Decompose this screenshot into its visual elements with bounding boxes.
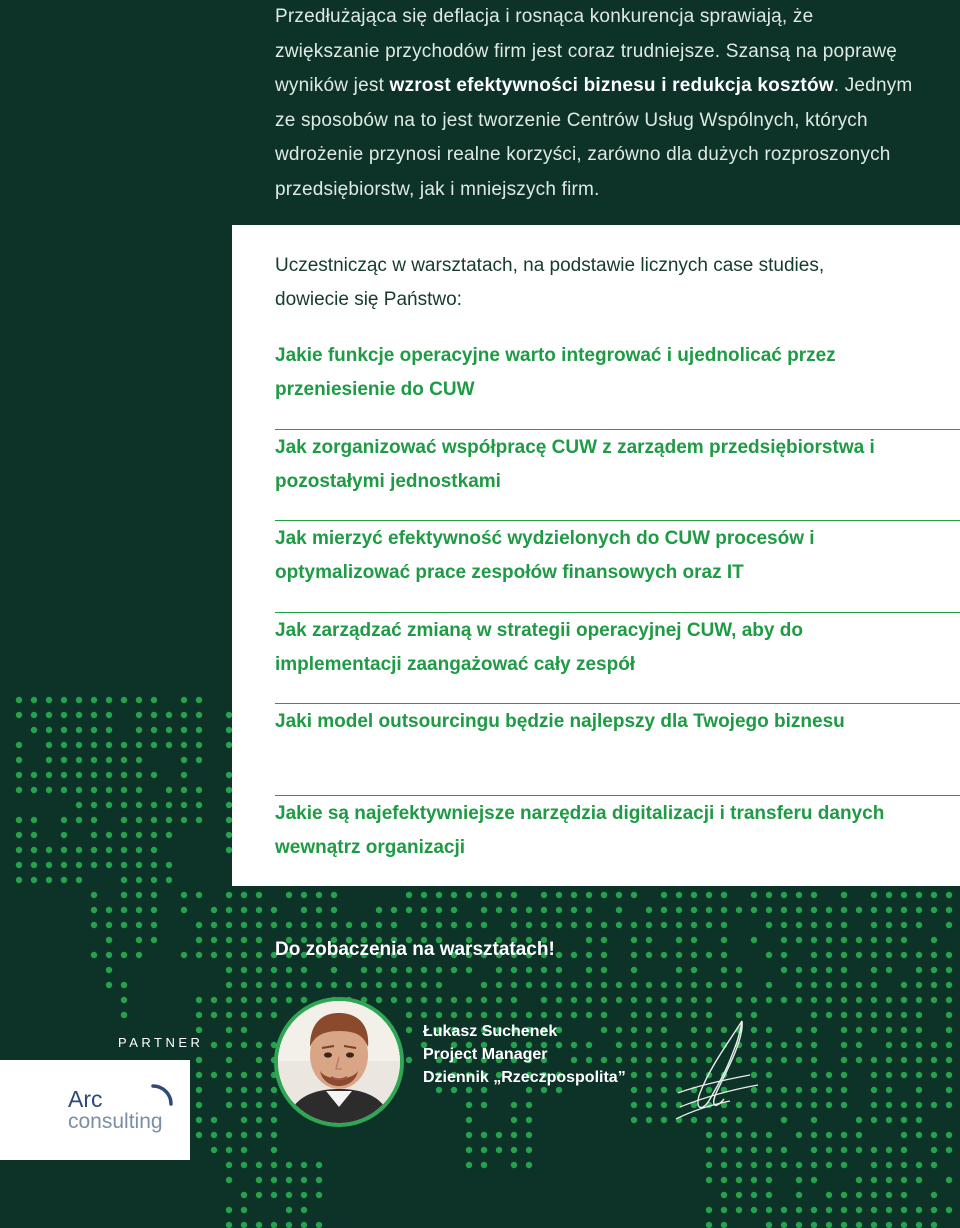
benefit-text: Jakie są najefektywniejsze narzędzia digitalizacji i transferu danych wewnątrz organizacji xyxy=(275,802,885,858)
arc-consulting-logo xyxy=(68,1082,178,1142)
closing-line: Do zobaczenia na warsztatach! xyxy=(275,939,555,960)
benefit-text: Jak zarządzać zmianą w strategii operacyjnej CUW, aby do implementacji zaangażować cały zespół xyxy=(275,619,803,675)
benefit-item xyxy=(275,338,960,430)
intro-text-bold: wzrost efektywności biznesu i redukcja kosztów xyxy=(389,75,834,96)
intro-text-after: . Jednym ze sposobów na to jest tworzenie Centrów Usług Wspólnych, których wdrożenie przynosi realne korzyści, zarówno dla dużych rozproszonych przedsiębiorstw, jak i mniejszych firm. xyxy=(275,75,913,200)
benefit-item xyxy=(275,613,960,705)
benefit-text: Jakie funkcje operacyjne warto integrować i ujednolicać przez przeniesienie do CUW xyxy=(275,345,836,400)
benefit-item xyxy=(275,521,960,613)
signer-portrait xyxy=(274,997,404,1127)
signer-organization: Dziennik „Rzeczpospolita” xyxy=(423,1069,626,1086)
portrait-illustration xyxy=(278,1001,400,1123)
logo-consulting-text: consulting xyxy=(68,1110,163,1133)
partner-label: PARTNER xyxy=(118,1035,204,1050)
workshop-card xyxy=(232,225,960,886)
logo-arc-text: Arc xyxy=(68,1086,103,1112)
benefit-text: Jak zorganizować współpracę CUW z zarządem przedsiębiorstwa i pozostałymi jednostkami xyxy=(275,436,875,492)
signer-role: Project Manager xyxy=(423,1046,548,1063)
benefit-text: Jaki model outsourcingu będzie najlepszy dla Twojego biznesu xyxy=(275,711,845,732)
benefit-text: Jak mierzyć efektywność wydzielonych do CUW procesów i optymalizować prace zespołów finansowych oraz IT xyxy=(275,528,815,583)
benefit-item xyxy=(275,796,960,888)
intro-text-before: Przedłużająca się deflacja i rosnąca konkurencja sprawiają, że zwiększanie przychodów firm jest coraz trudniejsze. Szansą na poprawę wyników jest xyxy=(275,6,898,96)
benefit-item xyxy=(275,430,960,522)
workshop-intro: Uczestnicząc w warsztatach, na podstawie licznych case studies, dowiecie się Państwo: xyxy=(275,255,825,310)
signature-scribble xyxy=(670,1015,765,1130)
arc-swoosh-icon xyxy=(150,1082,176,1108)
benefit-item xyxy=(275,704,960,796)
partner-logo-box xyxy=(0,1060,190,1160)
signer-block xyxy=(423,1020,626,1089)
benefits-list xyxy=(275,338,960,887)
signer-name: Łukasz Suchenek xyxy=(423,1023,558,1040)
intro-paragraph xyxy=(275,0,915,207)
